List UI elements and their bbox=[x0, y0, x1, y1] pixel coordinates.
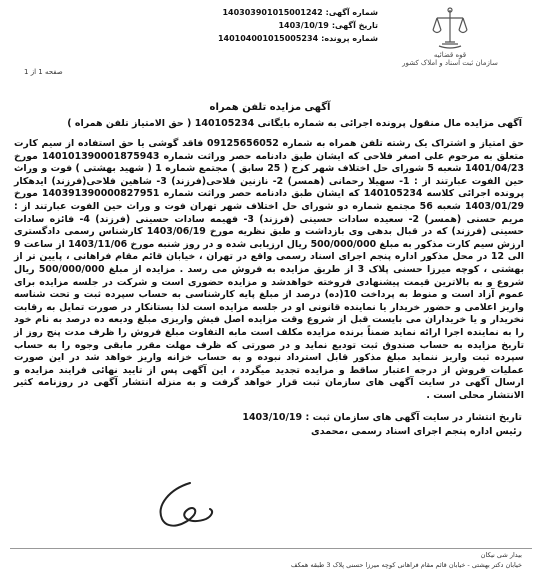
notice-body: حق امتیاز و اشتراک یک رشته تلفن همراه به شماره 09125656052 فاقد گوشی یا حق استفاده از سیم کارت متعلق به مرحوم علی اصغر فلاحی که ایشان طبق دادنامه حصر وراثت شماره 140101390001875943 مورخ 1401/04/23 شعبه 5 شورای حل اختلاف شهر کرج ( 25 سابق ) مجتمع شماره 1 ( شهید بهشتی ) فوت و وراث حین الفوت عبارتند از : 1- سهیلا رحمانی (همسر) 2- نازنین فلاحی(فرزند) 3- شاهین فلاحی(فرزند) ایدهکار پرونده اجرائی کلاسه 140105234 که ایشان طبق دادنامه حصر وراثت شماره 140391390000827951 مورخ 1403/01/29 شعبه 56 مجتمع شماره دو شورای حل اختلاف شهر تهران فوت و وراث حین الفوت عبارتند از : مریم حسنی (همسر) 2- سعیده سادات حسینی (فرزند) 3- فهیمه سادات حسینی (فرزند) 4- فائزه سادات حسینی (فرزند) که در قبال بدهی وی بازداشت و طبق نظریه مورخ 1403/06/19 کارشناس رسمی دادگستری ارزش سیم کارت مذکور به مبلغ 500/000/000 ریال ارزیابی شده و در روز شنبه مورخ 1403/11/06 از ساعت 9 الی 12 در محل مذکور اداره پنجم اجرای اسناد رسمی واقع در تهران ، خیابان قائم مقام فراهانی ، پایین تر از بهشتی ، کوچه میرزا حسنی پلاک 3 از طریق مزایده به فروش می رسد . مزایده از مبلغ 500/000/000 ریال شروع و به بالاترین قیمت پیشنهادی فروخته خواهدشد و مزایده حضوری است و شرکت در جلسه مزایده برای عموم آزاد است و منوط به پرداخت 10(ده) درصد از مبلغ پایه کارشناسی به حساب سپرده ثبت و تحت شناسه واریز اعلامی و حضور خریدار یا نماینده قانونی او در جلسه مزایده است لذا بستانکار در صورت تمایل به رقابت نخریدار و یا خریداران می بایست قبل از شروع وقت مزایده اصل فیش واریزی مبلغ ودیعه ده درصد به نام خود را به نماینده اجرا ارائه نماید ضمناً برنده مزایده مکلف است مابه التفاوت مبلغ فروش را ظرف مدت پنج روز از تاریخ مزایده به حساب صندوق ثبت تودیع نماید و در صورتی که ظرف مهلت مقرر مابقی وجوه را به حساب سپرده ثبت واریز ننماید مبلغ مذکور قابل استرداد نبوده و به حساب خزانه واریز خواهد شد در این صورت عملیات فروش از درجه اعتبار ساقط و مزایده تجدید میگردد ، این آگهی پس از تایید نهائی فرایند مزایده و ارسال آگهی در سایت آگهی های سازمان ثبت قرار خواهد گرفت و به منزله انتشار آگهی در روزنامه کثیر الانتشار محلی است . bbox=[14, 138, 525, 401]
file-number-label: شماره پرونده: bbox=[321, 34, 378, 43]
emblem-line-1: قوه قضائیه bbox=[433, 51, 467, 59]
notice-subtitle: آگهی مزایده مال منقول پرونده اجرائی به شماره بایگانی 140105234 ( حق الامتیاز تلفن همراه ) bbox=[67, 118, 522, 129]
notice-number-row bbox=[222, 6, 378, 19]
page-indicator: صفحه 1 از 1 bbox=[24, 68, 63, 76]
footer-address: خیابان دکتر بهشتی - خیابان قائم مقام فراهانی کوچه میرزا حسنی پلاک 3 طبقه همکف bbox=[290, 561, 522, 569]
notice-title: آگهی مزایده تلفن همراه bbox=[209, 102, 331, 113]
publish-date-line bbox=[20, 412, 522, 423]
footer-line-1: بیدار شی نیکان bbox=[480, 551, 522, 559]
publish-date: 1403/10/19 bbox=[242, 412, 303, 423]
publish-date-label: تاریخ انتشار در سایت آگهی های سازمان ثبت : bbox=[305, 412, 522, 423]
file-number-row bbox=[217, 32, 378, 45]
handwritten-signature bbox=[150, 475, 220, 535]
file-number: 140104001015005234 bbox=[217, 34, 319, 43]
department-signoff: رئیس اداره پنجم اجرای اسناد رسمی ،محمدی bbox=[311, 426, 522, 437]
notice-date-label: تاریخ آگهی: bbox=[331, 21, 378, 30]
judiciary-emblem bbox=[380, 6, 520, 88]
notice-number: 140303901015001242 bbox=[222, 8, 323, 17]
notice-date-row bbox=[238, 19, 378, 32]
notice-date: 1403/10/19 bbox=[278, 21, 329, 30]
footer-divider bbox=[10, 548, 532, 549]
emblem-line-2: سازمان ثبت اسناد و املاک کشور bbox=[402, 59, 498, 67]
notice-number-label: شماره آگهی: bbox=[325, 8, 378, 17]
notice-meta bbox=[217, 6, 378, 45]
scales-of-justice-emblem-icon bbox=[431, 6, 469, 50]
